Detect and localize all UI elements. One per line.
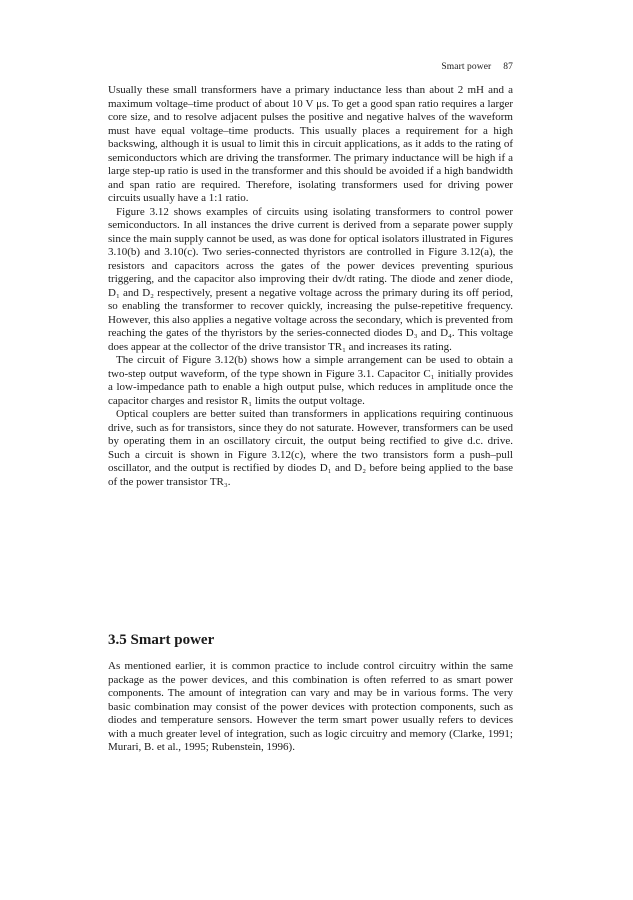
paragraph-3: The circuit of Figure 3.12(b) shows how a simple arrangement can be used to obtain a two-step output waveform, of the type shown in Figure 3.1. Capacitor C₁ initially provides a low-impedance path to enable a high output pulse, which reduces in amplitude once the capacitor charges and resistor R₁ limits the output voltage.	[108, 354, 513, 407]
section-heading: 3.5 Smart power	[108, 632, 215, 648]
paragraph-4: Optical couplers are better suited than transformers in applications requiring continuous drive, such as for transistors, since they do not saturate. However, transformers can be used by operating them in an oscillatory circuit, the output being rectified to give d.c. drive. Such a circuit is shown in Figure 3.12(c), where the two transistors form a push–pull oscillator, and the output is rectified by diodes D₁ and D₂ before being applied to the base of the power transistor TR₃.	[108, 408, 513, 488]
paragraph-1: Usually these small transformers have a primary inductance less than about 2 mH and a maximum voltage–time product of about 10 V μs. To get a good span ratio requires a larger core size, and to resolve adjacent pulses the positive and negative halves of the waveform must have equal voltage–time products. This usually places a requirement for a high backswing, although it is usual to limit this in circuit applications, as it adds to the rating of semiconductors which are driving the transformer. The primary inductance will be high if a large step-up ratio is used in the transformer and this should be avoided if a high bandwidth and span ratio are required. Therefore, isolating transformers used for driving power circuits usually have a 1:1 ratio.	[108, 84, 513, 204]
running-head	[108, 62, 513, 72]
paragraph-2: Figure 3.12 shows examples of circuits using isolating transformers to control power semiconductors. In all instances the drive current is derived from a separate power supply since the main supply cannot be used, as was done for optical isolators illustrated in Figures 3.10(b) and 3.10(c). Two series-connected thyristors are controlled in Figure 3.12(a), the resistors and capacitors across the gates of the power devices preventing spurious triggering, and the capacitor also improving their dv/dt rating. The diode and zener diode, D₁ and D₂ respectively, present a negative voltage across the primary during its off period, so enabling the transformer to recover quickly, increasing the pulse-repetitive frequency. However, this also applies a negative voltage across the secondary, which is prevented from reaching the gates of the thyristors by the series-connected diodes D₃ and D₄. This voltage does appear at the collector of the drive transistor TR₁ and increases its rating.	[108, 205, 513, 353]
section-paragraph: As mentioned earlier, it is common practice to include control circuitry within the same package as the power devices, and this combination is often referred to as smart power components. The amount of integration can vary and may be in various forms. The very basic combination may consist of the power devices with protection components, such as diodes and temperature sensors. However the term smart power usually refers to devices with a much greater level of integration, such as logic circuitry and memory (Clarke, 1991; Murari, B. et al., 1995; Rubenstein, 1996).	[108, 660, 513, 753]
body-text	[108, 84, 513, 489]
section-body	[108, 660, 513, 755]
running-title: Smart power	[441, 62, 492, 72]
page-number: 87	[503, 62, 513, 72]
